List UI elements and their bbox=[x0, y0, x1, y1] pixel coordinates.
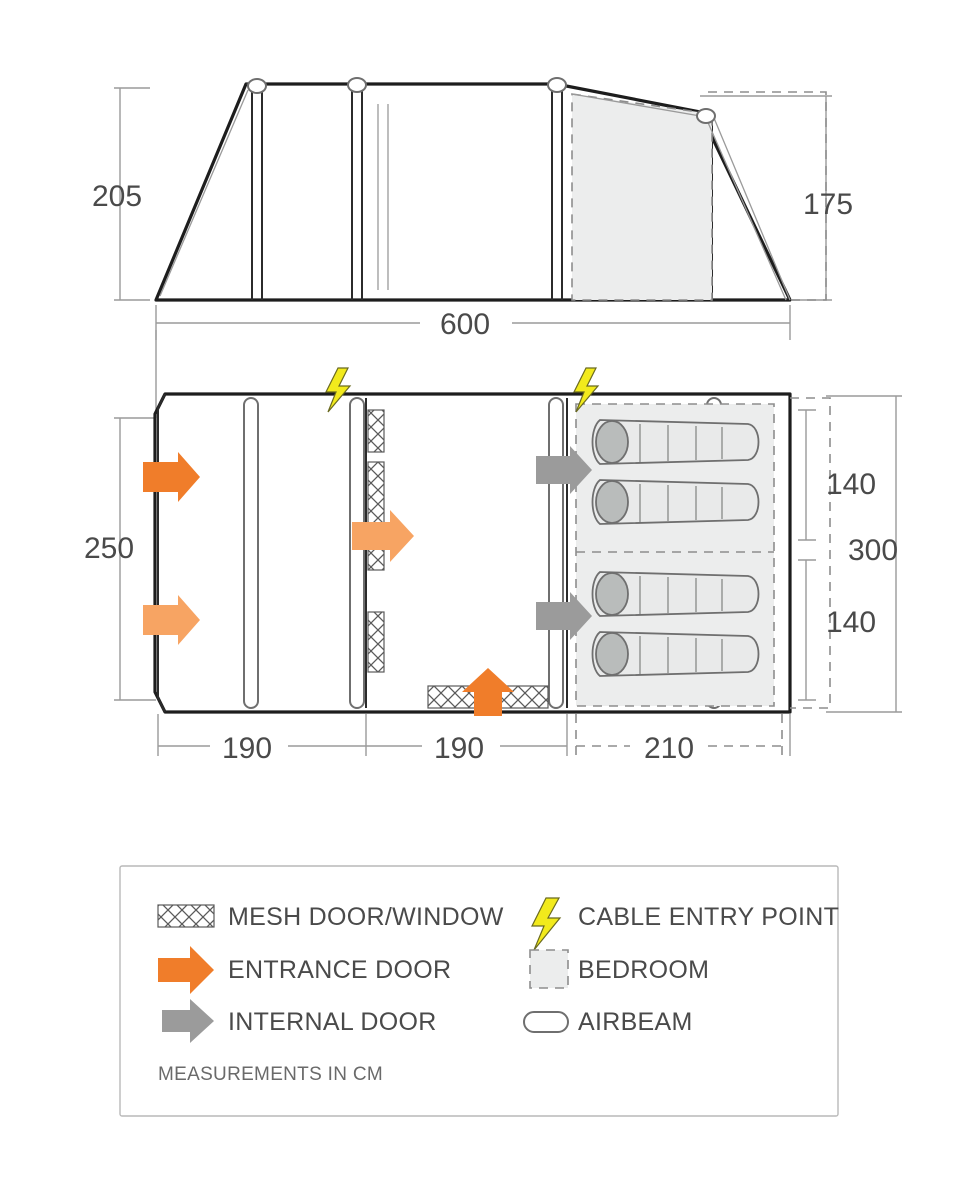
dimension-width-left bbox=[114, 330, 156, 700]
dimension-bedroom-front bbox=[798, 410, 816, 540]
label-bedroom-front-depth: 140 bbox=[826, 468, 877, 501]
legend-item-airbeam bbox=[524, 1008, 693, 1036]
dashed-square-icon bbox=[530, 950, 568, 988]
sleeping-bag bbox=[593, 420, 759, 464]
cable-entry-point-icon bbox=[326, 368, 350, 412]
legend-item-mesh-door-window bbox=[158, 903, 504, 931]
legend-label: BEDROOM bbox=[578, 956, 710, 984]
sleeping-bag bbox=[593, 480, 759, 524]
dimension-bedroom-rear bbox=[798, 560, 816, 700]
entrance-door-arrow bbox=[462, 668, 514, 716]
entrance-door-arrow bbox=[143, 452, 200, 502]
sleeping-bag bbox=[593, 632, 759, 676]
rounded-capsule-icon bbox=[524, 1012, 568, 1032]
label-height-right: 175 bbox=[803, 188, 854, 221]
label-length-total: 600 bbox=[440, 308, 491, 341]
label-living-length: 190 bbox=[434, 732, 485, 765]
legend-label: AIRBEAM bbox=[578, 1008, 693, 1036]
label-width-right: 300 bbox=[848, 534, 899, 567]
side-elevation bbox=[114, 78, 832, 340]
entrance-door-arrow bbox=[143, 595, 200, 645]
label-height-left: 205 bbox=[92, 180, 143, 213]
label-bedroom-rear-depth: 140 bbox=[826, 606, 877, 639]
sleeping-bag bbox=[593, 572, 759, 616]
legend-label: CABLE ENTRY POINT bbox=[578, 903, 840, 931]
legend-label: INTERNAL DOOR bbox=[228, 1008, 437, 1036]
legend bbox=[120, 866, 839, 1116]
legend-item-bedroom bbox=[530, 950, 709, 988]
label-width-left: 250 bbox=[84, 532, 135, 565]
legend-note: MEASUREMENTS IN CM bbox=[158, 1064, 383, 1085]
label-porch-length: 190 bbox=[222, 732, 273, 765]
legend-label: MESH DOOR/WINDOW bbox=[228, 903, 504, 931]
label-bedroom-length: 210 bbox=[644, 732, 695, 765]
floor-plan bbox=[114, 330, 902, 756]
legend-label: ENTRANCE DOOR bbox=[228, 956, 452, 984]
mesh-icon bbox=[158, 905, 214, 927]
